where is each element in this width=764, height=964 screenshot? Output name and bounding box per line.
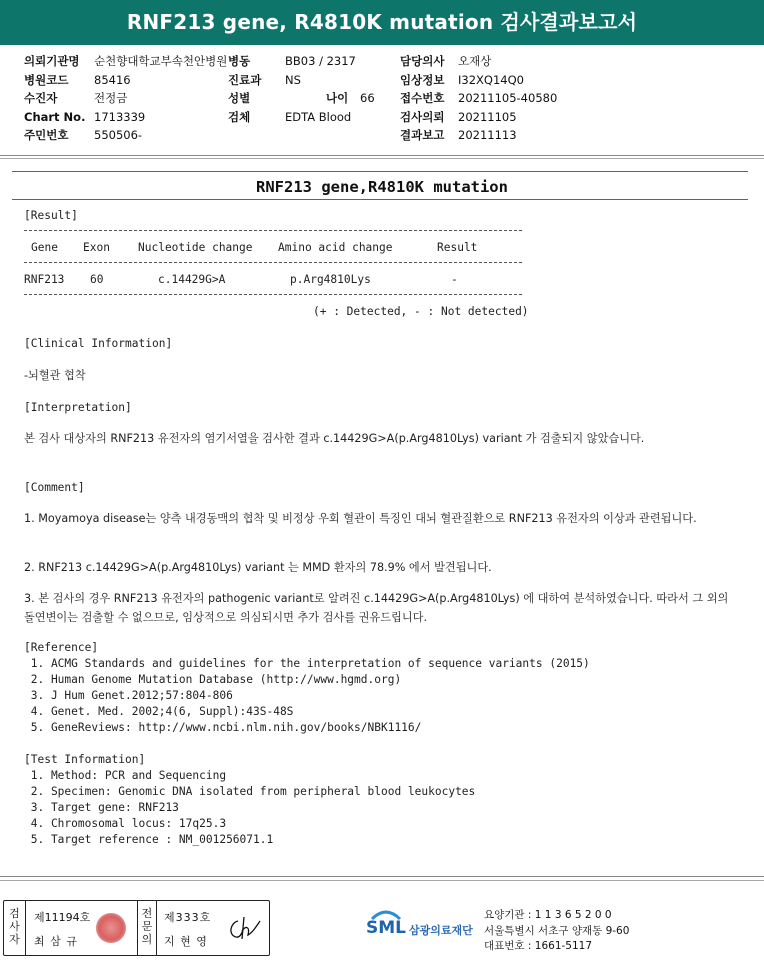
comment-3: 3. 본 검사의 경우 RNF213 유전자의 pathogenic variant로 알려진 c.14429G>A(p.Arg4810Lys) 에 대하여 분석하였습니다. 따라서 그 외의 돌연변이는 검출할 수 없으므로, 임상적으로 의심되시면 추가 검사를 권유드립니다. <box>24 592 729 624</box>
info-value: NS <box>285 72 301 87</box>
cell-nucleotide: c.14429G>A <box>158 273 226 286</box>
table-rule <box>24 262 522 263</box>
col-header-exon: Exon <box>83 241 110 254</box>
info-label: 검체 <box>228 109 251 124</box>
examiner-license: 제11194호 <box>34 911 91 924</box>
signature-box <box>3 900 270 956</box>
examiner-name: 최 삼 규 <box>34 935 78 948</box>
info-label: 의뢰기관명 <box>24 54 80 68</box>
list-item: 2. Human Genome Mutation Database (http://www.hgmd.org) <box>24 673 402 686</box>
report-frame-top <box>12 171 748 172</box>
info-value: 순천향대학교부속천안병원 <box>94 54 228 68</box>
cell-exon: 60 <box>90 273 104 286</box>
info-column-patient <box>24 52 227 145</box>
list-item: 1. ACMG Standards and guidelines for the interpretation of sequence variants (2015) <box>24 657 590 670</box>
test-info-heading: [Test Information] <box>24 753 146 766</box>
result-legend: (+ : Detected, - : Not detected) <box>313 305 529 318</box>
list-item: 5. GeneReviews: http://www.ncbi.nlm.nih.gov/books/NBK1116/ <box>24 721 422 734</box>
reference-heading: [Reference] <box>24 641 99 654</box>
age-label: 나이 <box>326 91 349 105</box>
info-label: 담당의사 <box>400 54 445 68</box>
divider <box>0 880 764 881</box>
comment-1: 1. Moyamoya disease는 양측 내경동맥의 협착 및 비정상 우회 혈관이 특징인 대뇌 혈관질환으로 RNF213 유전자의 이상과 관련됩니다. <box>24 512 697 525</box>
clinical-text: -뇌혈관 협착 <box>24 369 86 382</box>
info-value: 전정금 <box>94 91 128 105</box>
info-label: 검사의뢰 <box>400 109 445 124</box>
info-value: 550506- <box>94 128 143 142</box>
comment-2: 2. RNF213 c.14429G>A(p.Arg4810Lys) variant 는 MMD 환자의 78.9% 에서 발견됩니다. <box>24 561 492 574</box>
table-rule <box>24 230 522 231</box>
interpretation-heading: [Interpretation] <box>24 401 132 414</box>
info-value: 85416 <box>94 72 131 87</box>
info-value: BB03 / 2317 <box>285 54 356 68</box>
info-value: 1713339 <box>94 109 146 124</box>
examiner-label: 검사자 <box>4 901 26 955</box>
cell-result: - <box>451 273 458 286</box>
info-value: 20211105 <box>458 109 517 124</box>
report-banner: RNF213 gene, R4810K mutation 검사결과보고서 <box>0 0 764 45</box>
logo-text: SML <box>366 918 406 938</box>
info-column-ward <box>228 52 375 126</box>
lab-phone: 대표번호 : 1661-5117 <box>484 940 593 952</box>
info-label: Chart No. <box>24 109 86 124</box>
specialist-name: 지 현 영 <box>164 935 208 948</box>
logo-org-name: 삼광의료재단 <box>409 924 473 937</box>
info-value: EDTA Blood <box>285 109 352 124</box>
cell-gene: RNF213 <box>24 273 65 286</box>
table-rule <box>24 294 522 295</box>
col-header-result: Result <box>437 241 478 254</box>
info-value: 오재상 <box>458 54 492 68</box>
list-item: 3. J Hum Genet.2012;57:804-806 <box>24 689 233 702</box>
info-label: 성별 <box>228 91 251 105</box>
col-header-nucleotide: Nucleotide change <box>138 241 253 254</box>
institution-code: 요양기관 : 1 1 3 6 5 2 0 0 <box>484 909 612 921</box>
specialist-label: 전문의 <box>137 901 157 955</box>
list-item: 2. Specimen: Genomic DNA isolated from peripheral blood leukocytes <box>24 785 476 798</box>
list-item: 5. Target reference : NM_001256071.1 <box>24 833 274 846</box>
info-label: 병원코드 <box>24 72 69 87</box>
info-label: 수진자 <box>24 91 58 105</box>
info-label: 결과보고 <box>400 128 445 142</box>
info-value: 20211105-40580 <box>458 91 558 105</box>
signature-icon <box>226 913 264 943</box>
info-label: 병동 <box>228 54 251 68</box>
result-heading: [Result] <box>24 209 78 222</box>
age-value: 66 <box>360 91 375 105</box>
report-title: RNF213 gene,R4810K mutation <box>256 178 508 196</box>
list-item: 4. Genet. Med. 2002;4(6, Suppl):43S-48S <box>24 705 294 718</box>
divider <box>0 158 764 159</box>
cell-amino-acid: p.Arg4810Lys <box>290 273 371 286</box>
info-value: 20211113 <box>458 128 517 142</box>
lab-address: 서울특별시 서초구 양재동 9-60 <box>484 924 630 937</box>
info-label: 주민번호 <box>24 128 69 142</box>
divider <box>0 876 764 877</box>
lab-contact <box>484 908 629 955</box>
info-column-doctor <box>400 52 557 145</box>
report-frame-line <box>12 199 748 200</box>
list-item: 4. Chromosomal locus: 17q25.3 <box>24 817 227 830</box>
info-value: I32XQ14Q0 <box>458 72 524 87</box>
interpretation-text: 본 검사 대상자의 RNF213 유전자의 염기서열을 검사한 결과 c.14429G>A(p.Arg4810Lys) variant 가 검출되지 않았습니다. <box>24 432 645 445</box>
clinical-heading: [Clinical Information] <box>24 337 173 350</box>
specialist-license: 제333호 <box>164 911 212 924</box>
seal-stamp-icon <box>96 913 126 943</box>
divider <box>0 155 764 156</box>
col-header-gene: Gene <box>31 241 58 254</box>
info-label: 접수번호 <box>400 91 445 105</box>
list-item: 1. Method: PCR and Sequencing <box>24 769 227 782</box>
info-label: 임상정보 <box>400 72 445 87</box>
comment-heading: [Comment] <box>24 481 85 494</box>
info-label: 진료과 <box>228 72 262 87</box>
col-header-amino-acid: Amino acid change <box>278 241 393 254</box>
list-item: 3. Target gene: RNF213 <box>24 801 179 814</box>
